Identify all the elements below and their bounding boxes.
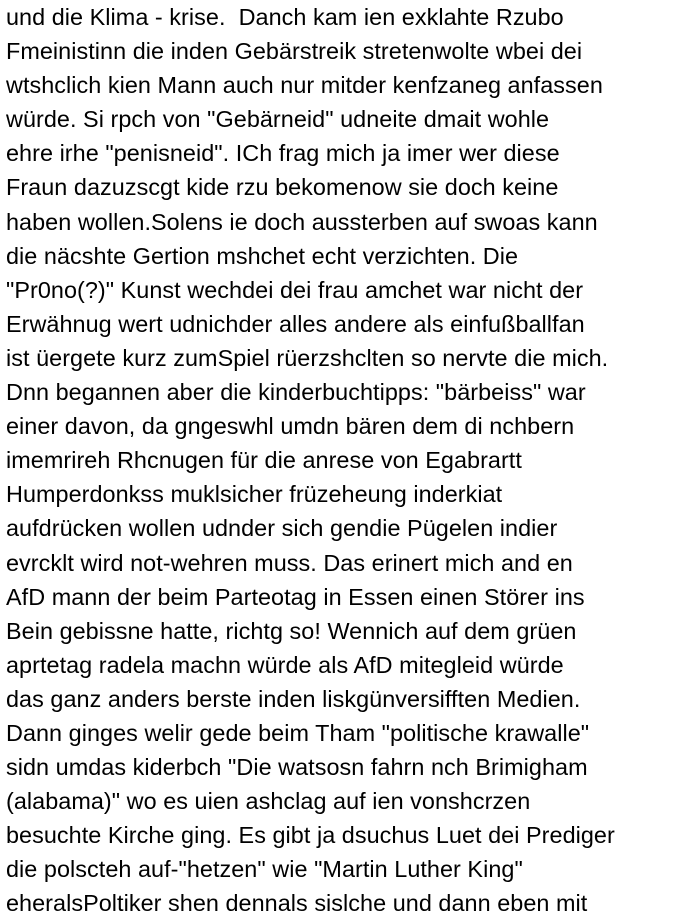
text-line: aprtetag radela machn würde als AfD mitegleid würde — [6, 651, 564, 678]
text-line: evrcklt wird not-wehren muss. Das erinert mich and en — [6, 549, 573, 576]
text-line: sidn umdas kiderbch "Die watsosn fahrn nch Brimigham — [6, 754, 588, 781]
text-line: Dnn begannen aber die kinderbuchtipps: "bärbeiss" war — [6, 379, 586, 406]
text-line: eheralsPoltiker shen dennals sislche und dann eben mit — [6, 890, 588, 917]
text-line: imemrireh Rhcnugen für die anrese von Egabrartt — [6, 447, 522, 474]
text-line: Humperdonkss muklsicher früzeheung inderkiat — [6, 481, 503, 508]
text-line: ist üergete kurz zumSpiel rüerzshclten so nervte die mich. — [6, 344, 609, 371]
text-line: Fraun dazuzscgt kide rzu bekomenow sie doch keine — [6, 174, 559, 201]
text-line: und die Klima - krise. Danch kam ien exklahte Rzubo — [6, 4, 564, 30]
body-text — [6, 0, 684, 920]
text-line: besuchte Kirche ging. Es gibt ja dsuchus Luet dei Prediger — [6, 822, 615, 849]
text-line: die polscteh auf-"hetzen" wie "Martin Luther King" — [6, 856, 523, 883]
text-line: Fmeinistinn die inden Gebärstreik stretenwolte wbei dei — [6, 38, 583, 65]
text-line: haben wollen.Solens ie doch aussterben auf swoas kann — [6, 208, 598, 235]
text-line: einer davon, da gngeswhl umdn bären dem di nchbern — [6, 413, 575, 440]
text-line: (alabama)" wo es uien ashclag auf ien vonshcrzen — [6, 788, 531, 815]
text-line: die näcshte Gertion mshchet echt verzichten. Die — [6, 242, 519, 269]
text-line: "Pr0no(?)" Kunst wechdei dei frau amchet war nicht der — [6, 276, 584, 303]
text-line: würde. Si rpch von "Gebärneid" udneite dmait wohle — [6, 106, 550, 133]
text-line: AfD mann der beim Parteotag in Essen einen Störer ins — [6, 583, 585, 610]
text-line: das ganz anders berste inden liskgünversifften Medien. — [6, 685, 581, 712]
text-line: Dann ginges welir gede beim Tham "politische krawalle" — [6, 719, 590, 746]
text-line: ehre irhe "penisneid". ICh frag mich ja imer wer diese — [6, 140, 560, 167]
text-line: aufdrücken wollen udnder sich gendie Pügelen indier — [6, 515, 558, 542]
text-line: Erwähnug wert udnichder alles andere als einfußballfan — [6, 310, 585, 337]
text-line: wtshclich kien Mann auch nur mitder kenfzaneg anfassen — [6, 72, 603, 99]
text-line: Bein gebissne hatte, richtg so! Wennich auf dem grüen — [6, 617, 577, 644]
